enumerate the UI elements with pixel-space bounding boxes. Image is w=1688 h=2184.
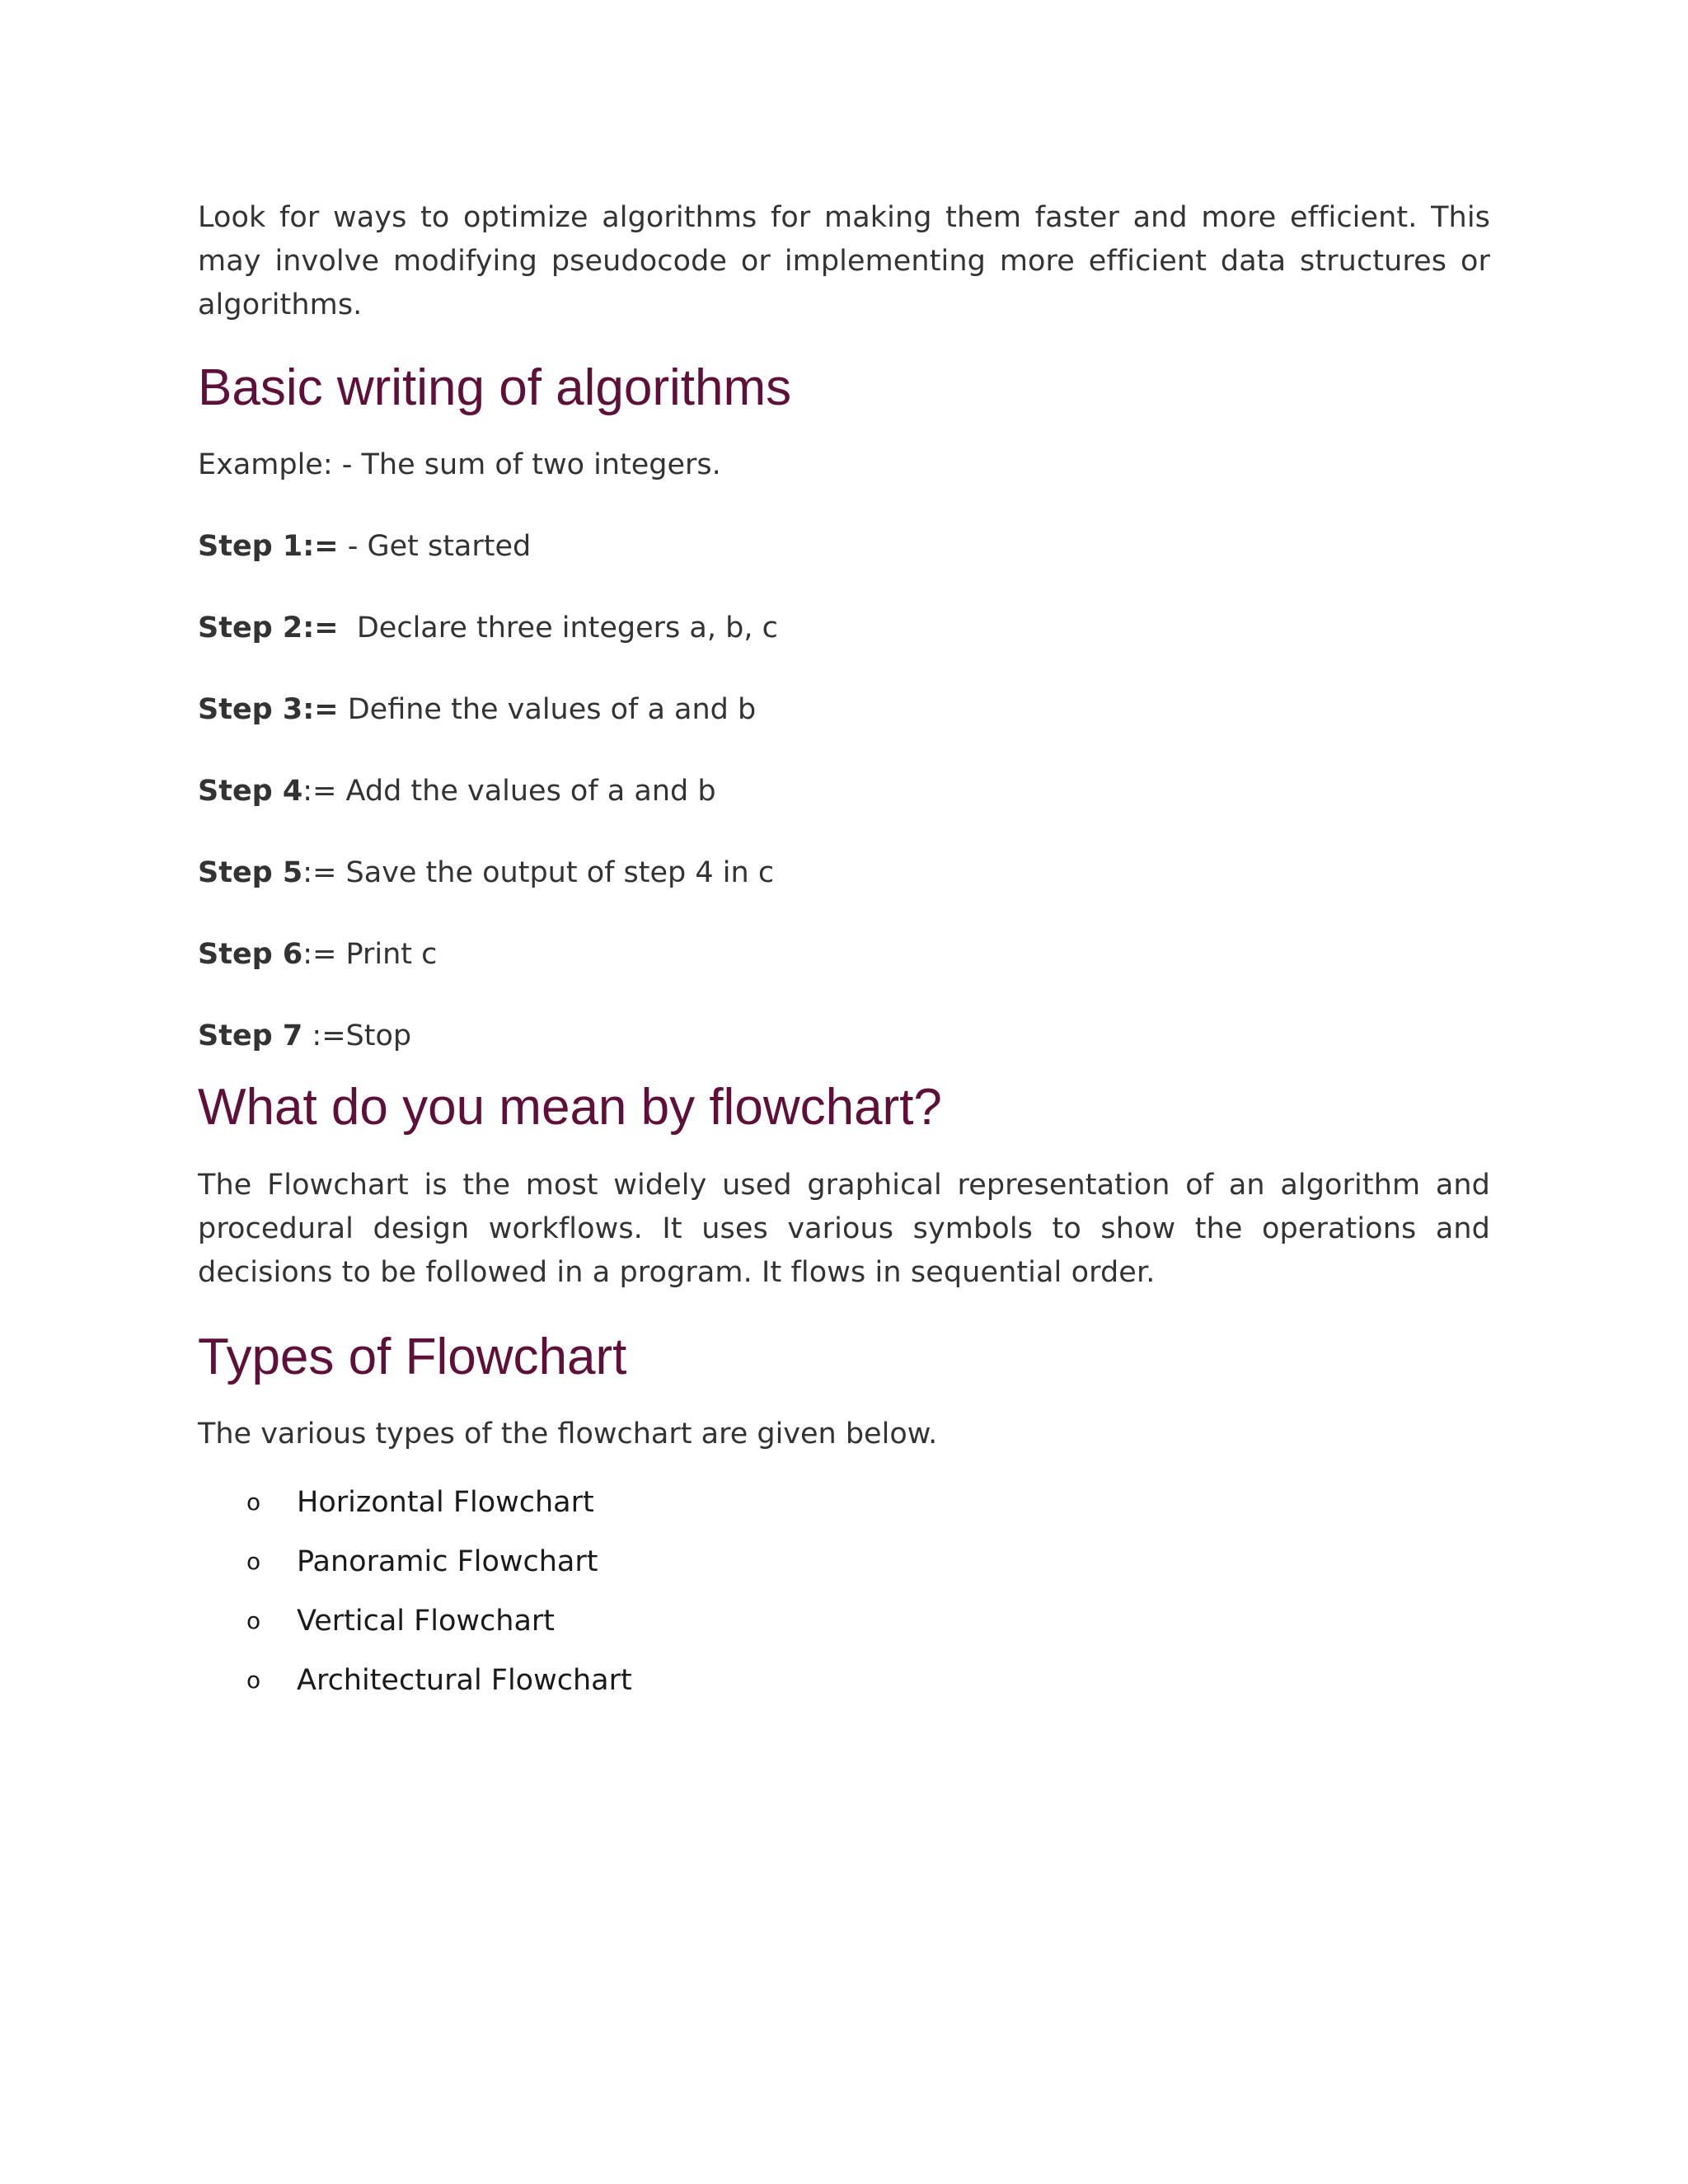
step-line	[198, 1015, 1490, 1057]
step-label: Step 3:=	[198, 693, 339, 726]
step-label: Step 7	[198, 1019, 303, 1052]
document-page	[198, 196, 1490, 1719]
step-text: - Get started	[338, 530, 532, 563]
bullet-circle-icon: o	[246, 1607, 261, 1634]
list-item-label: Vertical Flowchart	[297, 1605, 556, 1638]
list-item	[198, 1660, 1490, 1719]
example-text: Example: - The sum of two integers.	[198, 448, 721, 481]
list-item	[198, 1482, 1490, 1541]
bullet-circle-icon: o	[246, 1666, 261, 1694]
step-text: Define the values of a and b	[338, 693, 757, 726]
step-label: Step 1:=	[198, 530, 339, 563]
step-label: Step 5	[198, 856, 303, 889]
heading-basic-writing: Basic writing of algorithms	[198, 359, 792, 416]
step-line	[198, 934, 1490, 975]
step-line	[198, 607, 1490, 649]
intro-paragraph: Look for ways to optimize algorithms for making them faster and more efficient. This may involve modifying pseudocode or implementing more efficient data structures or algorithms.	[198, 201, 1490, 321]
step-line	[198, 852, 1490, 893]
step-text: Declare three integers a, b, c	[338, 612, 778, 644]
step-text: :=Stop	[302, 1019, 412, 1052]
step-line	[198, 771, 1490, 812]
types-intro-text: The various types of the flowchart are given below.	[198, 1418, 938, 1451]
flowchart-definition-paragraph: The Flowchart is the most widely used graphical representation of an algorithm and procedural design workflows. It uses various symbols to show the operations and decisions to be followed in a program. It flows in sequential order.	[198, 1169, 1490, 1289]
heading-what-is-flowchart: What do you mean by flowchart?	[198, 1079, 942, 1136]
steps-list	[198, 485, 1490, 1057]
step-line	[198, 689, 1490, 730]
list-item-label: Horizontal Flowchart	[297, 1486, 594, 1519]
step-text: := Add the values of a and b	[302, 775, 716, 808]
step-label: Step 4	[198, 775, 303, 808]
bullet-circle-icon: o	[246, 1488, 261, 1516]
step-line	[198, 526, 1490, 567]
step-text: := Save the output of step 4 in c	[302, 856, 775, 889]
list-item	[198, 1601, 1490, 1660]
step-label: Step 2:=	[198, 612, 339, 644]
list-item-label: Panoramic Flowchart	[297, 1545, 598, 1578]
step-text: := Print c	[302, 938, 438, 971]
flowchart-types-list	[198, 1482, 1490, 1719]
list-item-label: Architectural Flowchart	[297, 1664, 632, 1697]
heading-types-of-flowchart: Types of Flowchart	[198, 1329, 627, 1385]
bullet-circle-icon: o	[246, 1548, 261, 1575]
list-item	[198, 1541, 1490, 1601]
step-label: Step 6	[198, 938, 303, 971]
